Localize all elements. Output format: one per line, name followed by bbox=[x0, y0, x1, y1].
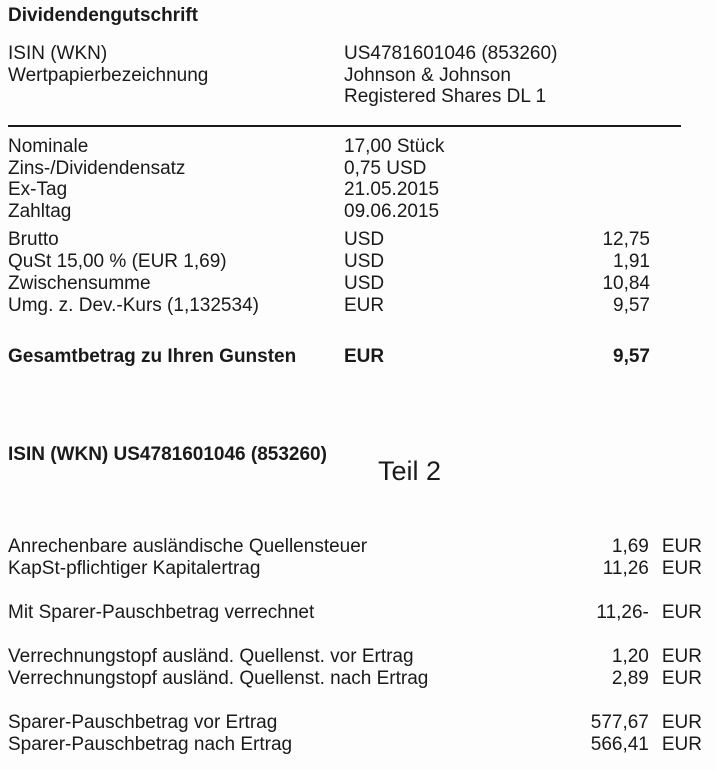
amounts-section bbox=[8, 229, 650, 317]
amount-row-qust bbox=[8, 251, 650, 273]
total-row bbox=[8, 346, 650, 368]
amount-value: 12,75 bbox=[602, 229, 650, 250]
tax-group-verrechnungstopf bbox=[8, 646, 702, 690]
info-value: Registered Shares DL 1 bbox=[344, 86, 547, 107]
amount-currency: USD bbox=[344, 273, 385, 294]
horizontal-divider bbox=[8, 125, 681, 127]
tax-amount: 11,26- bbox=[596, 602, 649, 623]
info-row-security-name-2 bbox=[8, 86, 688, 108]
tax-label: Verrechnungstopf ausländ. Quellenst. nach Ertrag bbox=[8, 668, 429, 689]
tax-label: Sparer-Pauschbetrag vor Ertrag bbox=[8, 712, 278, 733]
tax-label: Anrechenbare ausländische Quellensteuer bbox=[8, 536, 368, 557]
tax-amount: 577,67 bbox=[590, 712, 649, 733]
tax-currency: EUR bbox=[661, 558, 702, 579]
detail-row-zahltag bbox=[8, 201, 688, 223]
position-details-section bbox=[8, 136, 688, 222]
detail-label: Nominale bbox=[8, 136, 89, 157]
part2-subtitle: Teil 2 bbox=[378, 456, 442, 486]
total-currency: EUR bbox=[344, 346, 385, 367]
amount-row-brutto bbox=[8, 229, 650, 251]
tax-amount: 1,20 bbox=[611, 646, 649, 667]
info-label: Wertpapierbezeichnung bbox=[8, 64, 209, 86]
part2-isin-heading: ISIN (WKN) US4781601046 (853260) bbox=[8, 444, 327, 465]
info-label: ISIN (WKN) bbox=[8, 43, 108, 64]
detail-label: Zahltag bbox=[8, 200, 72, 222]
tax-group-pauschbetrag-verrechnung bbox=[8, 602, 702, 624]
tax-currency: EUR bbox=[661, 712, 702, 733]
detail-value: 17,00 Stück bbox=[344, 136, 445, 157]
amount-currency: USD bbox=[344, 251, 385, 272]
tax-row bbox=[8, 646, 702, 668]
detail-label: Zins-/Dividendensatz bbox=[8, 157, 186, 179]
tax-currency: EUR bbox=[661, 536, 702, 557]
amount-currency: USD bbox=[344, 229, 385, 250]
info-value: Johnson & Johnson bbox=[344, 64, 511, 86]
info-row-isin bbox=[8, 43, 688, 65]
detail-value: 0,75 USD bbox=[344, 157, 427, 179]
detail-row-dividendensatz bbox=[8, 158, 688, 180]
amount-label: Brutto bbox=[8, 229, 59, 250]
tax-currency: EUR bbox=[661, 646, 702, 667]
amount-row-devisenkurs bbox=[8, 295, 650, 317]
tax-label: Sparer-Pauschbetrag nach Ertrag bbox=[8, 734, 293, 755]
tax-amount: 11,26 bbox=[602, 558, 649, 579]
amount-label: Umg. z. Dev.-Kurs (1,132534) bbox=[8, 295, 259, 316]
tax-amount: 1,69 bbox=[611, 536, 649, 557]
tax-row bbox=[8, 712, 702, 734]
detail-label: Ex-Tag bbox=[8, 179, 68, 200]
amount-row-zwischensumme bbox=[8, 273, 650, 295]
security-info-section bbox=[8, 43, 688, 108]
detail-row-nominale bbox=[8, 136, 688, 158]
tax-row bbox=[8, 558, 702, 580]
tax-currency: EUR bbox=[661, 734, 702, 755]
detail-value: 21.05.2015 bbox=[344, 179, 440, 200]
amount-value: 10,84 bbox=[602, 273, 650, 294]
tax-amount: 2,89 bbox=[611, 668, 649, 689]
document-title: Dividendengutschrift bbox=[8, 5, 199, 26]
tax-details-section bbox=[8, 536, 702, 756]
tax-label: Mit Sparer-Pauschbetrag verrechnet bbox=[8, 602, 315, 623]
tax-currency: EUR bbox=[661, 668, 702, 689]
tax-group-quellensteuer bbox=[8, 536, 702, 580]
info-value: US4781601046 (853260) bbox=[344, 43, 558, 64]
tax-row bbox=[8, 668, 702, 690]
detail-value: 09.06.2015 bbox=[344, 200, 440, 222]
tax-row bbox=[8, 536, 702, 558]
tax-label: Verrechnungstopf ausländ. Quellenst. vor Ertrag bbox=[8, 646, 414, 667]
amount-currency: EUR bbox=[344, 295, 385, 316]
info-label bbox=[8, 86, 344, 108]
amount-label: Zwischensumme bbox=[8, 273, 151, 294]
total-value: 9,57 bbox=[613, 346, 650, 367]
amount-value: 9,57 bbox=[613, 295, 650, 316]
detail-row-ex-tag bbox=[8, 179, 688, 201]
tax-label: KapSt-pflichtiger Kapitalertrag bbox=[8, 558, 261, 579]
info-row-security-name bbox=[8, 65, 688, 87]
total-label: Gesamtbetrag zu Ihren Gunsten bbox=[8, 346, 297, 367]
tax-amount: 566,41 bbox=[590, 734, 649, 755]
amount-value: 1,91 bbox=[613, 251, 650, 272]
tax-row bbox=[8, 734, 702, 756]
amount-label: QuSt 15,00 % (EUR 1,69) bbox=[8, 251, 227, 272]
tax-row bbox=[8, 602, 702, 624]
tax-group-sparer-pauschbetrag bbox=[8, 712, 702, 756]
tax-currency: EUR bbox=[661, 602, 702, 623]
